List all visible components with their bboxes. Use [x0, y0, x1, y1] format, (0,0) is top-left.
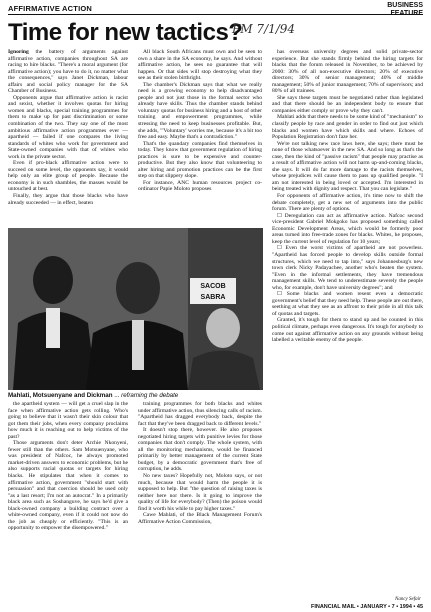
column-2-top	[138, 49, 262, 225]
photo-caption	[8, 392, 178, 399]
paragraph: Finally, they argue that those blacks who have already succeeded — in effect, beaten	[8, 193, 128, 206]
paragraph: ☐ Some blacks and women resent even a democratic government's belief that they need help. These people are out there, seething at what they see as an affront to their pride in all this talk of quotas and targets.	[272, 291, 423, 317]
paragraph: Ignoring the battery of arguments against affirmative action, companies throughout SA are racing to hire blacks. "There's a moral argument (for affirmative action); you have to do it, no matter what the consequences," says Janet Dickman, labour affairs and social policy manager for the SA Chamber of Business.	[8, 49, 128, 95]
byline: Nancy Sefair	[395, 597, 421, 602]
paragraph: ☐ Even the worst victims of apartheid are not powerless. "Apartheid has forced people to develop skills outside formal structures, which we need to tap into," says Johannesburg's new town clerk Nicky Padayachee, another who's beaten the system. "Even in the informal settlements, they have tremendous management skills. We tend to underestimate severely the people who, for example, don't have university degrees"; and	[272, 245, 423, 291]
paragraph: Opponents argue that affirmative action is racist and sexist, whether it involves quotas for hiring women and blacks, special training programmes for them to make up for past discrimination or some combination of the two. They say one of the most ambitious affirmative action programmes ever — apartheid — failed if one compares the living standards of whites who work for government and State-owned companies with that of whites who work in the private sector.	[8, 94, 128, 160]
paragraph: For opponents of affirmative action, it's time now to shift the debate completely, get a new set of arguments into the public forum. There are plenty of options.	[272, 193, 423, 213]
paragraph: It doesn't stop there, however. He also proposes negotiated hiring targets with punitive levies for those companies that don't comply. The whole system, with all the monitoring mechanisms, would be financed primarily by better management of the current State budget, by a democratic government that's free of corruption, he adds.	[138, 427, 262, 473]
handwritten-note: FM 7/1/94	[232, 22, 296, 36]
paragraph: That's the quandary companies find themselves in today. They know that government regulation of hiring practices is sure to be expensive and counter-productive. But they also know that volunteering to alter hiring and promotion practices can be the first step on that slippery slope.	[138, 140, 262, 180]
paragraph: ☐ Deregulation can act as affirmative action. Nafcoc second vice-president Gabriel Mokgoko has proposed something called Economic Development Areas, which would be formerly poor areas turned into free-trade zones for blacks. Whites, he proposes, keep the current level of regulation for 10 years;	[272, 212, 423, 245]
page-footer: FINANCIAL MAIL • JANUARY • 7 • 1994 • 45	[310, 604, 423, 610]
paragraph: Cawe Mahlati, of the Black Management Forum's Affirmative Action Commission,	[138, 512, 262, 525]
paragraph: Even if pro-black affirmative action were to succeed on some level, the opponents say, it would help only an elite group of people. Because the economy is in such shambles, the masses would be untouched at best.	[8, 160, 128, 193]
paragraph: training programmes for both blacks and whites under affirmative action, thus silencing calls of racism. "Apartheid has dragged everybody back, despite the fact that they've been dragged back to different levels."	[138, 401, 262, 427]
caption-separator: ...	[112, 392, 122, 399]
section-label: AFFIRMATIVE ACTION	[8, 4, 93, 13]
paragraph: No new taxes? Hopefully not, Moloto says, or not much, because that would harm the people it is supposed to help. But "the question of raising taxes is neither here nor there. Is it going to improve the quality of life for everybody? (Then) the poison would find it worth his while to pay higher taxes."	[138, 473, 262, 512]
section-tag-line1: BUSINESS	[387, 2, 423, 9]
paragraph: All black South Africans must own and be seen to own a share in the SA economy, he says. And without affirmative action, he sees no guarantee that will happen. Or that sides will stop destroying what they see as their stolen birthright.	[138, 49, 262, 82]
caption-names: Mahlati, Motsuenyane and Dickman	[8, 392, 113, 399]
paragraph: Mahlati adds that there needs to be some kind of "mechanism" to classify people by race and gender in order to find out just which blacks and women have which skills and where. Echoes of Population Registration don't faze her.	[272, 114, 423, 141]
column-1-bottom	[8, 401, 128, 597]
column-1-top	[8, 49, 128, 225]
section-tag	[387, 2, 423, 18]
paragraph: the apartheid system — will get a cruel slap in the face when affirmative action gets rolling. Who's going to believe that it wasn't their skin colour that got them their jobs, when every company proclaims how much it is reaching out to help victims of the past?	[8, 401, 128, 440]
paragraph: We're not talking new race laws here, she says; there must be none of those whatsoever in the new SA. And so long as that's the case, then the kind of "passive racism" that people may practise as a result of affirmative action will not harm up-and-coming blacks, she says. It will do far more damage to the racists themselves, whose prejudices will cause them to pass up qualified people. "I am not interested in being loved or accepted. I'm interested in being treated with dignity and respect. That you can legislate."	[272, 140, 423, 193]
sign-line2: SABRA	[200, 294, 226, 301]
sign-line1: SACOB	[200, 283, 226, 290]
paragraph: For instance, ANC human resources project co-ordinator Papie Moloto proposes	[138, 179, 262, 193]
column-3	[272, 49, 423, 597]
news-photo	[8, 228, 263, 390]
caption-tagline: reframing the debate	[121, 392, 179, 399]
paragraph: Granted, it's tough for them to stand up and be counted in this political climate, perhaps even dangerous. It's tough for anybody to come out against affirmative action on any grounds without being labelled a veritable enemy of the people.	[272, 317, 423, 344]
headline: Time for new tactics?	[8, 19, 243, 46]
paragraph: has overseas university degrees and solid private-sector experience. But she stands firmly behind the hiring targets for blacks that the forum released in November, to be achieved by 2000: 30% of all non-executive directors; 20% of executive directors; 30% of senior management; 40% of middle management; 50% of junior management; 70% of supervisors; and 80% of all trainees.	[272, 49, 423, 95]
paragraph: Those arguments don't deter Archie Nkonyeni, fewer still than the others. Sam Motsuenyane, who was president of Nafcoc, he always promoted market-driven answers to economic problems, but he also supports racial quotas or targets for hiring blacks. He stipulates that when it comes to affirmative action, government "should start with persuasion" and that coercion should be used only "as a last resort; I'm not an autocrat." In a primarily black area such as Soshanguve, he says he'd give a black-owned company a building contract over a white-owned company, even if it could not now do the job as cheaply or efficiently. "This is an opportunity to empower the disempowered."	[8, 440, 128, 532]
column-2-bottom	[138, 401, 262, 597]
paragraph: She says these targets must be negotiated rather than legislated and that there should be an independent body to ensure that companies either comply or prove why they can't.	[272, 94, 423, 114]
header-rule	[8, 14, 423, 15]
paragraph: The chamber's Dickman says that what we really need is a growing economy to help disadvantaged people and not just those in the formal sector who already have skills. Thus the chamber stands behind voluntary quotas for business hiring and a host of other training and empowerment programmes, while stressing the need to keep businesses profitable. But, she adds, "'Voluntary' worries me, because it's a bit too free and easy. Maybe that's a contradiction."	[138, 81, 262, 141]
